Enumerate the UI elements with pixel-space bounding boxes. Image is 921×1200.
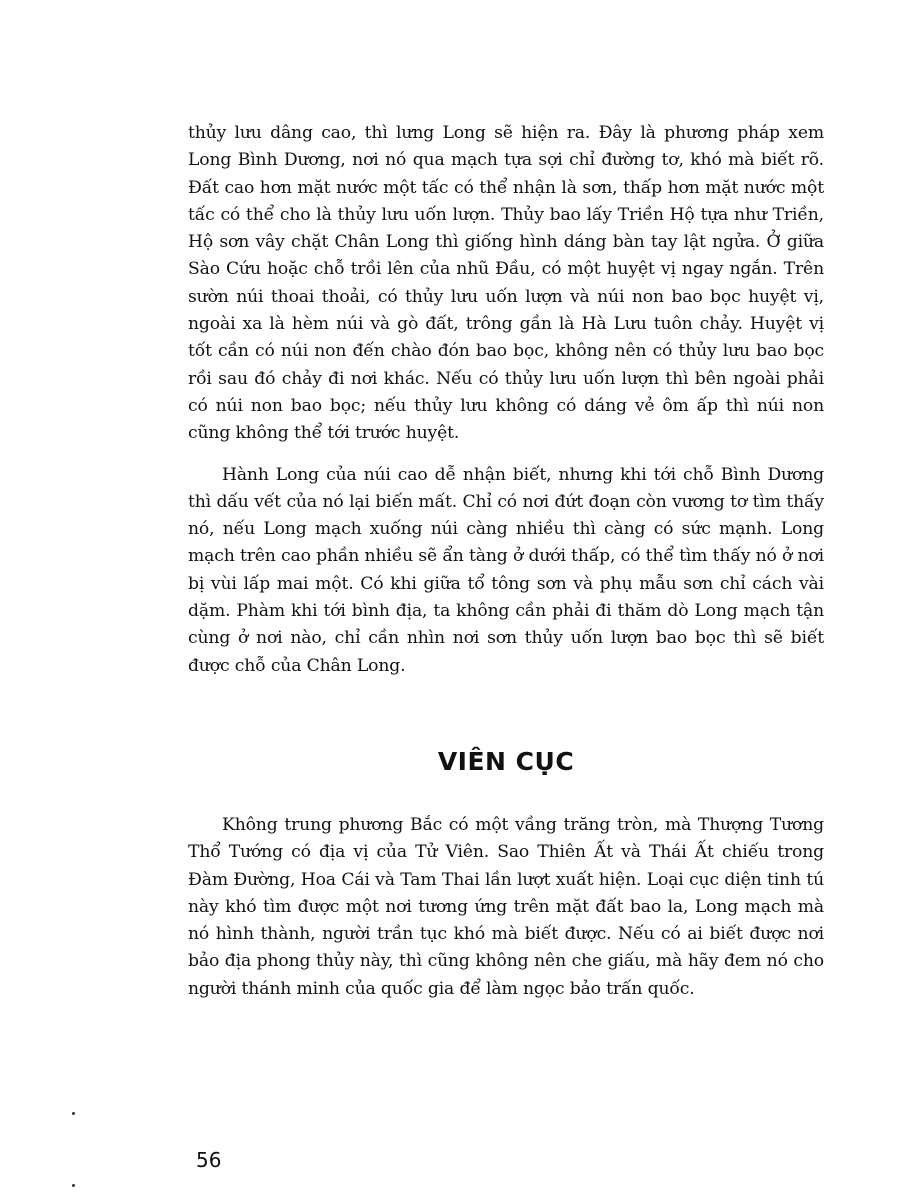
scan-speck (72, 1112, 75, 1115)
paragraph-continuation: thủy lưu dâng cao, thì lưng Long sẽ hiện ra. Đây là phương pháp xem Long Bình Dương, nơi nó qua mạch tựa sợi chỉ đường tơ, khó mà biết rõ. Đất cao hơn mặt nước một tấc có thể nhận là sơn, thấp hơn mặt nước một tấc có thể cho là thủy lưu uốn lượn. Thủy bao lấy Triền Hộ tựa như Triền, Hộ sơn vây chặt Chân Long thì giống hình dáng bàn tay lật ngửa. Ở giữa Sào Cứu hoặc chỗ trồi lên của nhũ Đầu, có một huyệt vị ngay ngắn. Trên sườn núi thoai thoải, có thủy lưu uốn lượn và núi non bao bọc huyệt vị, ngoài xa là hèm núi và gò đất, trông gần là Hà Lưu tuôn chảy. Huyệt vị tốt cần có núi non đến chào đón bao bọc, không nên có thủy lưu bao bọc rồi sau đó chảy đi nơi khác. Nếu có thủy lưu uốn lượn thì bên ngoài phải có núi non bao bọc; nếu thủy lưu không có dáng vẻ ôm ấp thì núi non cũng không thể tới trước huyệt. (188, 123, 824, 444)
section-heading: VIÊN CỤC (437, 746, 575, 776)
page-number: 56 (196, 1148, 222, 1172)
paragraph-vien-cuc: Không trung phương Bắc có một vầng trăng tròn, mà Thượng Tương Thổ Tướng có địa vị của Tử Viên. Sao Thiên Ất và Thái Ất chiếu trong Đàm Đường, Hoa Cái và Tam Thai lần lượt xuất hiện. Loại cục diện tinh tú này khó tìm được một nơi tương ứng trên mặt đất bao la, Long mạch mà nó hình thành, người trần tục khó mà biết được. Nếu có ai biết được nơi bảo địa phong thủy này, thì cũng không nên che giấu, mà hãy đem nó cho người thánh minh của quốc gia để làm ngọc bảo trấn quốc. (188, 814, 824, 999)
paragraph-hanh-long: Hành Long của núi cao dễ nhận biết, nhưng khi tới chỗ Bình Dương thì dấu vết của nó lại biến mất. Chỉ có nơi đứt đoạn còn vương tơ tìm thấy nó, nếu Long mạch xuống núi càng nhiều thì càng có sức mạnh. Long mạch trên cao phần nhiều sẽ ẩn tàng ở dưới thấp, có thể tìm thấy nó ở nơi bị vùi lấp mai một. Có khi giữa tổ tông sơn và phụ mẫu sơn chỉ cách vài dặm. Phàm khi tới bình địa, ta không cần phải đi thăm dò Long mạch tận cùng ở nơi nào, chỉ cần nhìn nơi sơn thủy uốn lượn bao bọc thì sẽ biết được chỗ của Chân Long. (188, 464, 824, 676)
scan-speck (72, 1184, 75, 1187)
book-page-body (188, 120, 824, 1003)
